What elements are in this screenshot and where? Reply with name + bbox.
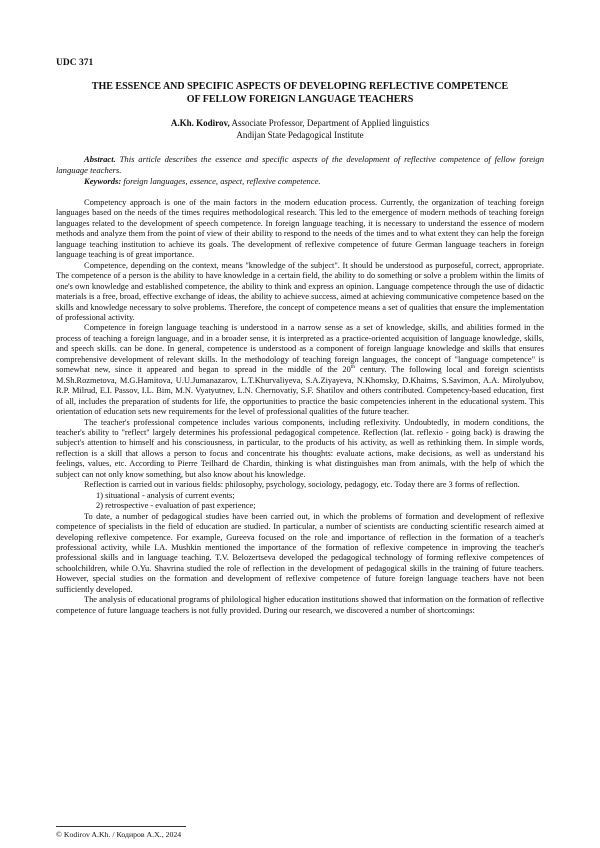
- author-name: A.Kh. Kodirov,: [170, 118, 230, 128]
- author-block: [56, 118, 544, 141]
- list-item-situational: 1) situational - analysis of current events;: [96, 490, 235, 500]
- copyright-footnote: © Kodirov A.Kh. / Кодиров А.Х., 2024: [56, 830, 182, 839]
- paragraph-5: Reflection is carried out in various fields: philosophy, psychology, sociology, pedagogy, etc. Today there are 3 forms of reflection.: [84, 480, 520, 490]
- paragraph-7: The analysis of educational programs of philological higher education institutions showed that information on the formation of reflective competence of future language teachers is not fully provided. During our research, we discovered a number of shortcomings:: [56, 595, 544, 615]
- keywords-line: [56, 176, 544, 187]
- title-line-2: OF FELLOW FOREIGN LANGUAGE TEACHERS: [186, 94, 414, 105]
- paragraph-1: Competency approach is one of the main factors in the modern education process. Currently, the organization of teaching foreign languages based on the needs of the times requires methodological research. This led to the emergence of modern methods of teaching foreign languages related to the development of speech competence. In foreign language teaching, it is necessary to understand the essence of modern methods and analyze them from the point of view of their ability to respond to the needs of the times and to what extent they can help the foreign language teaching institution to achieve its goals. The development of reflexive competence of future German language teachers in foreign language teaching is of great importance.: [56, 198, 544, 260]
- article-title: [56, 80, 544, 106]
- footnote-divider: [56, 826, 186, 827]
- paragraph-3: [56, 323, 544, 417]
- paragraph-2: Competence, depending on the context, means "knowledge of the subject". It should be understood as purposeful, correct, appropriate. The competence of a person is the ability to have knowledge in a certain field, the ability to do something or solve a problem within the limits of one's own knowledge and established competence, the ability to think and express an opinion. Language competence through the use of didactic materials is a free, broad, effective exchange of ideas, the ability to achieve success, aimed at achieving communicative competence based on the skills and knowledge necessary to solve problems. Therefore, the concept of competence means a set of qualities that ensure the implementation of professional activity.: [56, 260, 544, 322]
- title-line-1: THE ESSENCE AND SPECIFIC ASPECTS OF DEVELOPING REFLECTIVE COMPETENCE: [91, 81, 509, 92]
- abstract-line: [56, 154, 544, 176]
- paragraph-4: The teacher's professional competence includes various components, including reflexivity. Undoubtedly, in modern conditions, the teacher's ability to "reflect" largely determines his professional pedagogical competence. Reflection (lat. reflexio - going back) is drawing the subject's attention to himself and his consciousness, in particular, to the products of his activity, as well as rethinking them. In simple words, reflection is a skill that allows a person to focus and concentrate his thoughts: evaluate actions, make decisions, as well as understand his feelings, values, etc. According to Pierre Teilhard de Chardin, thinking is what distinguishes man from animals, with the help of which the subject can not only know something, but also know about his knowledge.: [56, 417, 544, 479]
- paragraph-3-part-a: Competence in foreign language teaching is understood in a narrow sense as a set of knowledge, skills, and abilities formed in the process of teaching a foreign language, and in a broader sense, it is interpreted as a practice-oriented acquisition of language knowledge, skills, and speech skills. can be done. In general, competence is understood as a component of foreign language knowledge and skills that ensures comprehensive development of relevant skills. In the methodology of teaching foreign languages, the concept of "language competence" is somewhat new, since it appeared and began to spread in the middle of the 20: [56, 323, 544, 375]
- keywords-label: Keywords:: [84, 176, 122, 186]
- author-affiliation: Andijan State Pedagogical Institute: [236, 129, 364, 140]
- paragraph-6: To date, a number of pedagogical studies have been carried out, in which the problems of formation and development of reflexive competence of specialists in the field of education are studied. In particular, a number of scientists are conducting scientific research aimed at developing reflexive competence. For example, Gureeva focused on the role and importance of reflection in the formation of a teacher's professional activity, while I.A. Mushkin mentioned the importance of the formation of reflexive competence in improving the teacher's professional skills and in language teaching. T.V. Belozertseva developed the pedagogical technology of forming reflexive competences of schoolchildren, while O.Yu. Shavrina studied the role of reflection in the development of pedagogical skills in the training of future teachers. However, special studies on the formation and development of reflexive competence of future foreign language teachers have not been sufficiently developed.: [56, 511, 544, 594]
- abstract-text: This article describes the essence and specific aspects of the development of reflective competence of fellow foreign language teachers.: [56, 154, 544, 175]
- list-item-retrospective: 2) retrospective - evaluation of past experience;: [96, 501, 256, 511]
- author-line: [56, 118, 544, 130]
- abstract-label: Abstract.: [84, 154, 116, 164]
- author-position: Associate Professor, Department of Applied linguistics: [229, 118, 430, 128]
- article-body: [56, 198, 544, 616]
- abstract-block: [56, 154, 544, 187]
- paragraph-3-part-b: century. The following local and foreign scientists M.Sh.Rozmetova, M.G.Hamitova, U.U.Jumanazarov, L.T.Khurvaliyeva, S.A.Ziyayeva, N.Khomsky, D.Khaims, S.Savimon, A.A. Mirolyubov, R.P. Milrud, E.I. Passov, I.L. Bim, M.N. Vyatyutnev, L.N. Chernovatiy, S.F. Shatilov and others contributed. Competency-based education, first of all, includes the preparation of students for life, the opportunities to practice the basic competencies inherent in the educational system. This orientation of education sets new requirements for the level of professional qualities of the future teacher.: [56, 365, 545, 417]
- udc-code: UDC 371: [56, 58, 94, 68]
- superscript-th: th: [350, 364, 356, 371]
- keywords-text: foreign languages, essence, aspect, reflexive competence.: [121, 176, 321, 186]
